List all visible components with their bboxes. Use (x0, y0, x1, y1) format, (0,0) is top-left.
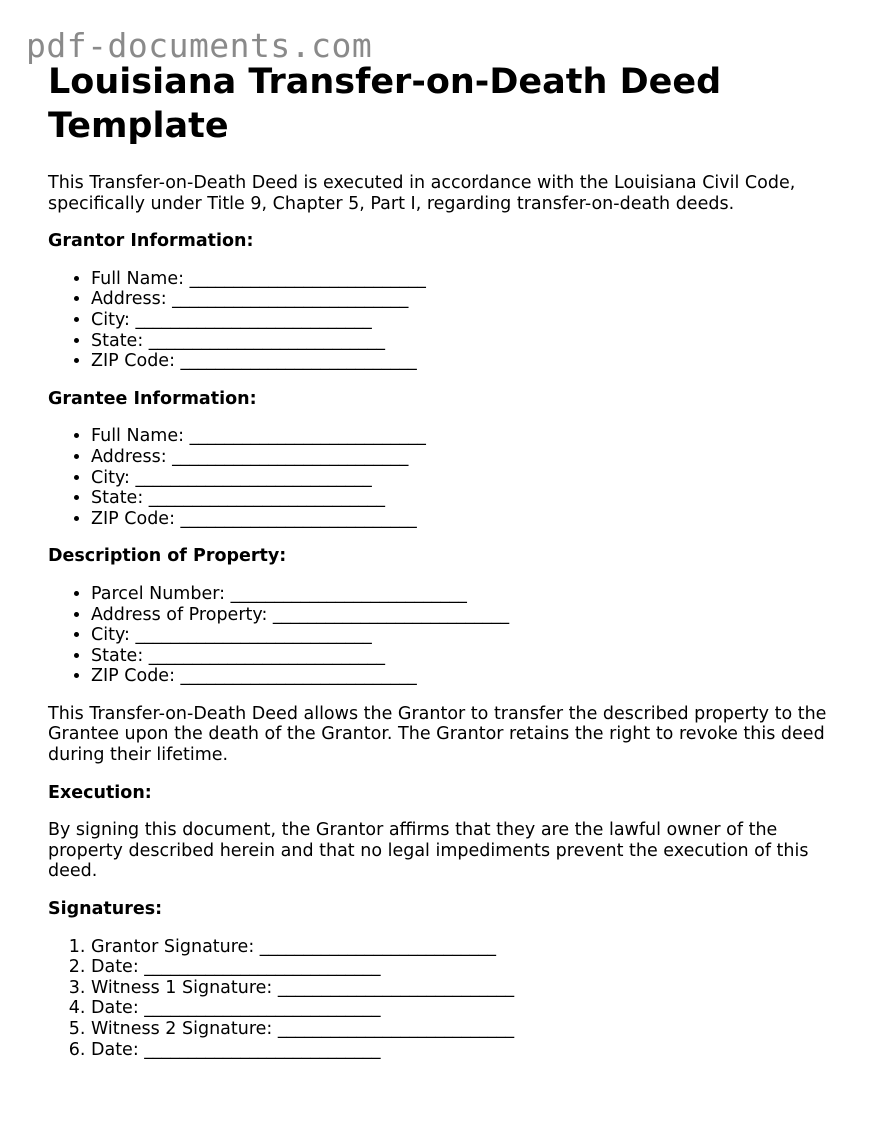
signatures-heading: Signatures: (48, 899, 163, 920)
list-item: • ZIP Code: ___________________________ (91, 351, 838, 372)
list-item: • State: ___________________________ (91, 488, 838, 509)
list-item: • City: ___________________________ (91, 625, 838, 646)
list-item: • Full Name: ___________________________ (91, 269, 838, 290)
transfer-paragraph: This Transfer-on-Death Deed allows the Grantor to transfer the described property to the Grantee upon the death of the Grantor. The Grantor retains the right to revoke this deed during their lifetime. (48, 703, 827, 766)
list-item: • State: ___________________________ (91, 646, 838, 667)
execution-paragraph: By signing this document, the Grantor affirms that they are the lawful owner of the property described herein and that no legal impediments prevent the execution of this deed. (48, 820, 809, 882)
list-item: • City: ___________________________ (91, 310, 838, 331)
grantee-list (48, 426, 838, 529)
property-heading: Description of Property: (48, 546, 287, 567)
list-item: • City: ___________________________ (91, 468, 838, 489)
list-item: • State: ___________________________ (91, 331, 838, 352)
list-item: 6. Date: ___________________________ (91, 1040, 838, 1061)
page-title: Louisiana Transfer-on-Death Deed Template (48, 62, 722, 146)
list-item: • Address of Property: ___________________________ (91, 605, 838, 626)
intro-paragraph: This Transfer-on-Death Deed is executed in accordance with the Louisiana Civil Code, specifically under Title 9, Chapter 5, Part I, regarding transfer-on-death deeds. (48, 173, 796, 214)
list-item: 5. Witness 2 Signature: ___________________________ (91, 1019, 838, 1040)
property-list (48, 584, 838, 687)
grantor-heading: Grantor Information: (48, 231, 254, 252)
list-item: • Address: ___________________________ (91, 447, 838, 468)
execution-heading: Execution: (48, 782, 152, 803)
grantee-heading: Grantee Information: (48, 388, 257, 409)
list-item: • Full Name: ___________________________ (91, 426, 838, 447)
list-item: 1. Grantor Signature: ___________________________ (91, 937, 838, 958)
signatures-list (48, 937, 838, 1061)
list-item: • ZIP Code: ___________________________ (91, 509, 838, 530)
document-page (48, 60, 838, 1060)
watermark: pdf-documents.com (26, 26, 373, 65)
list-item: 2. Date: ___________________________ (91, 957, 838, 978)
grantor-list (48, 269, 838, 372)
list-item: • Address: ___________________________ (91, 289, 838, 310)
list-item: • Parcel Number: ___________________________ (91, 584, 838, 605)
list-item: 4. Date: ___________________________ (91, 998, 838, 1019)
list-item: 3. Witness 1 Signature: ___________________________ (91, 978, 838, 999)
list-item: • ZIP Code: ___________________________ (91, 666, 838, 687)
